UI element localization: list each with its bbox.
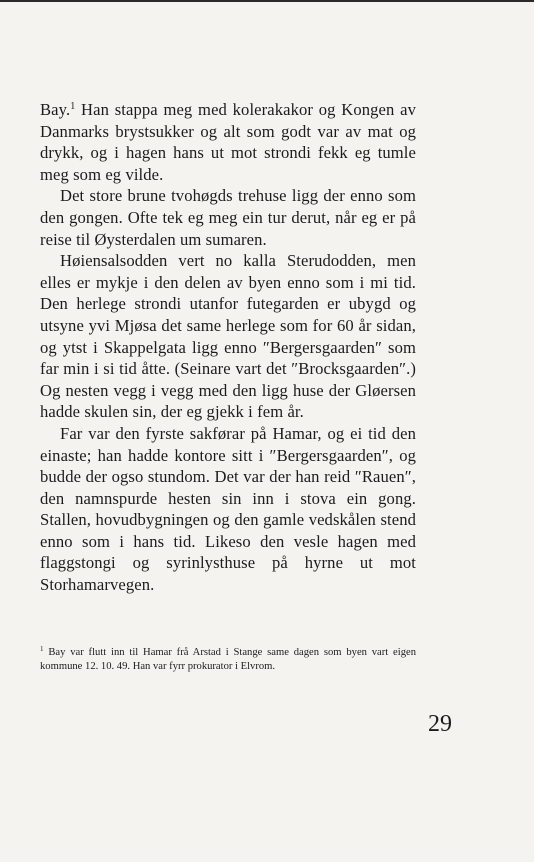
paragraph-2: Det store brune tvohøgds trehuse ligg der enno som den gongen. Ofte tek eg meg ein tur derut, når eg er på reise til Øysterdalen um sumaren. [40, 186, 416, 249]
footnote-reference[interactable]: 1 [70, 101, 76, 112]
page-number: 29 [428, 711, 452, 737]
top-border-rule [0, 0, 534, 2]
paragraph-1-start: Bay. [40, 100, 71, 119]
paragraph-3: Høiensalsodden vert no kalla Sterudodden, men elles er mykje i den delen av byen enno som i mi tid. Den herlege strondi utanfor futegarden er ubygd og utsyne yvi Mjøsa det same herlege som for 60 år sidan, og ytst i Skappelgata ligg enno ″Bergersgaarden″ som far min i si tid åtte. (Seinare vart det ″Brocksgaarden″.) Og nesten vegg i vegg med den ligg huse der Gløersen hadde skulen sin, der eg gjekk i fem år. [40, 251, 416, 422]
paragraph-1 [40, 99, 416, 185]
footnote [40, 646, 416, 673]
paragraph-1-rest: Han stappa meg med kolerakakor og Kongen av Danmarks brystsukker og alt som godt var av mat og drykk, og i hagen hans ut mot strondi fekk eg tumle meg som eg vilde. [40, 100, 416, 184]
footnote-text: Bay var flutt inn til Hamar frå Arstad i Stange same dagen som byen vart eigen kommune 12. 10. 49. Han var fyrr prokurator i Elvrom. [40, 647, 416, 672]
paragraph-4: Far var den fyrste sakførar på Hamar, og ei tid den einaste; han hadde kontore sitt i ″Bergersgaarden″, og budde der ogso stundom. Det var der han reid ″Rauen″, den namnspurde hesten sin inn i stova ein gong. Stallen, hovudbygningen og den gamle vedskålen stend enno som i hans tid. Likeso den vesle hagen med flaggstongi og syrinlysthuse på hyrne ut mot Storhamarvegen. [40, 423, 416, 595]
body-text [40, 99, 416, 596]
footnote-marker: 1 [40, 645, 44, 653]
